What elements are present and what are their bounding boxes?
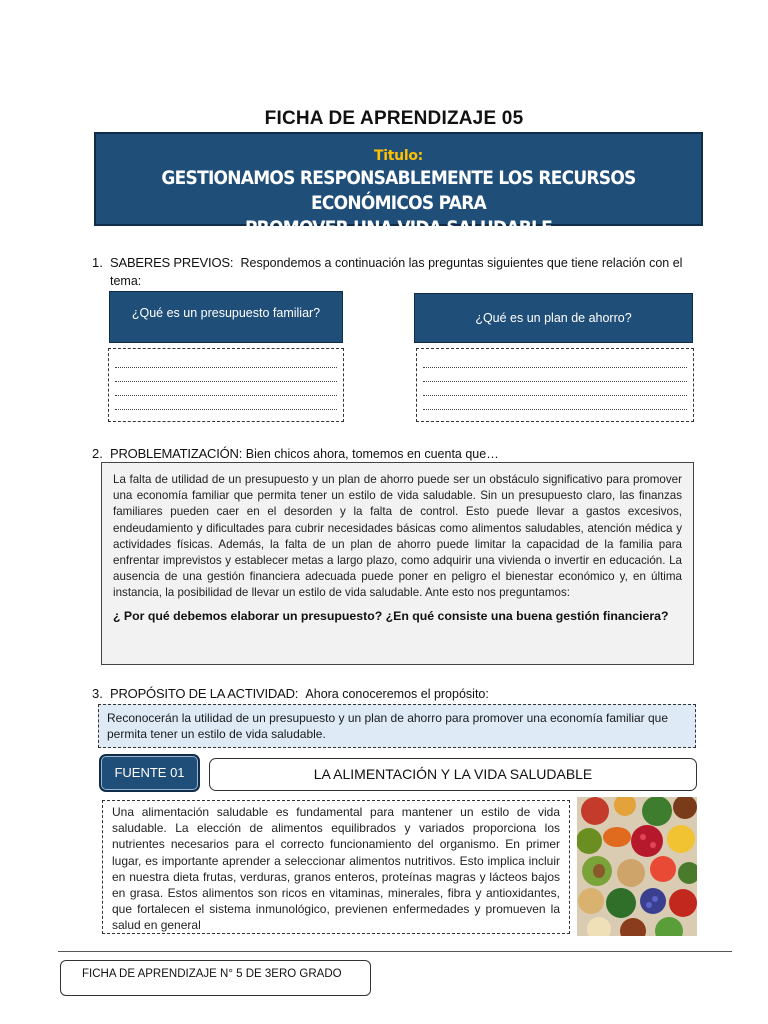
section-proposito-heading <box>92 686 489 701</box>
question-box-presupuesto <box>109 291 343 343</box>
section-description: Bien chicos ahora, tomemos en cuenta que… <box>245 447 499 461</box>
fuente-badge: FUENTE 01 <box>99 754 200 792</box>
fuente-title: LA ALIMENTACIÓN Y LA VIDA SALUDABLE <box>209 758 697 791</box>
footer-label: FICHA DE APRENDIZAJE N° 5 DE 3ERO GRADO <box>60 960 371 996</box>
question-text: ¿Qué es un plan de ahorro? <box>475 311 632 325</box>
section-description-continued: tema: <box>110 274 142 288</box>
question-text: ¿Qué es un presupuesto familiar? <box>131 306 321 320</box>
question-box-ahorro <box>414 293 693 343</box>
section-description: Ahora conoceremos el propósito: <box>305 687 489 701</box>
title-label: Titulo: <box>374 148 423 164</box>
section-number: 3. <box>92 686 103 701</box>
section-description: Respondemos a continuación las preguntas siguientes que tiene relación con el <box>240 256 683 270</box>
section-number: 2. <box>92 446 103 461</box>
title-line-2: PROMOVER UNA VIDA SALUDABLE <box>244 218 553 239</box>
healthy-food-image <box>577 797 697 936</box>
problem-question: ¿ Por qué debemos elaborar un presupuesto? ¿En qué consiste una buena gestión financiera? <box>113 608 669 623</box>
purpose-box: Reconocerán la utilidad de un presupuesto y un plan de ahorro para promover una economía familiar que permita tener un estilo de vida saludable. <box>98 704 696 748</box>
footer-divider <box>58 951 732 952</box>
section-number: 1. <box>92 255 103 270</box>
section-label: PROBLEMATIZACIÓN: <box>110 446 243 461</box>
title-line-1: GESTIONAMOS RESPONSABLEMENTE LOS RECURSOS ECONÓMICOS PARA <box>161 168 636 214</box>
fuente-text-box: Una alimentación saludable es fundamental para mantener un estilo de vida saludable. La elección de alimentos equilibrados y variados proporciona los nutrientes necesarios para el correcto funcionamiento del organismo. En primer lugar, es importante aprender a seleccionar alimentos nutritivos. Esto implica incluir en nuestra dieta frutas, verduras, granos enteros, proteínas magras y lácteos bajos en grasa. Estos alimentos son ricos en vitaminas, minerales, fibra y antioxidantes, que fortalecen el sistema inmunológico, previenen enfermedades y promueven la salud en general <box>102 800 570 934</box>
problem-box <box>101 462 694 665</box>
section-label: SABERES PREVIOS: <box>110 255 234 270</box>
title-banner <box>94 132 703 239</box>
page-title: FICHA DE APRENDIZAJE 05 <box>264 108 524 129</box>
answer-area-ahorro[interactable] <box>416 348 694 422</box>
section-problematizacion-heading <box>92 446 499 461</box>
problem-paragraph: La falta de utilidad de un presupuesto y un plan de ahorro puede ser un obstáculo significativo para promover una economía familiar que permita tener un estilo de vida saludable. Sin un presupuesto claro, las finanzas familiares pueden caer en el desorden y la falta de control. Esto puede llevar a gastos excesivos, endeudamiento y dificultades para cubrir necesidades básicas como alimentos saludables, atención médica y actividades físicas. Además, la falta de un plan de ahorro puede limitar la capacidad de la familia para enfrentar imprevistos y establecer metas a largo plazo, como adquirir una vivienda o invertir en educación. La ausencia de una gestión financiera adecuada puede poner en peligro el bienestar económico y, en última instancia, la posibilidad de llevar un estilo de vida saludable. Ante esto nos preguntamos: <box>113 473 682 600</box>
section-saberes-heading <box>92 255 692 270</box>
section-label: PROPÓSITO DE LA ACTIVIDAD: <box>110 686 299 701</box>
title-text <box>120 166 677 241</box>
answer-area-presupuesto[interactable] <box>108 348 344 422</box>
